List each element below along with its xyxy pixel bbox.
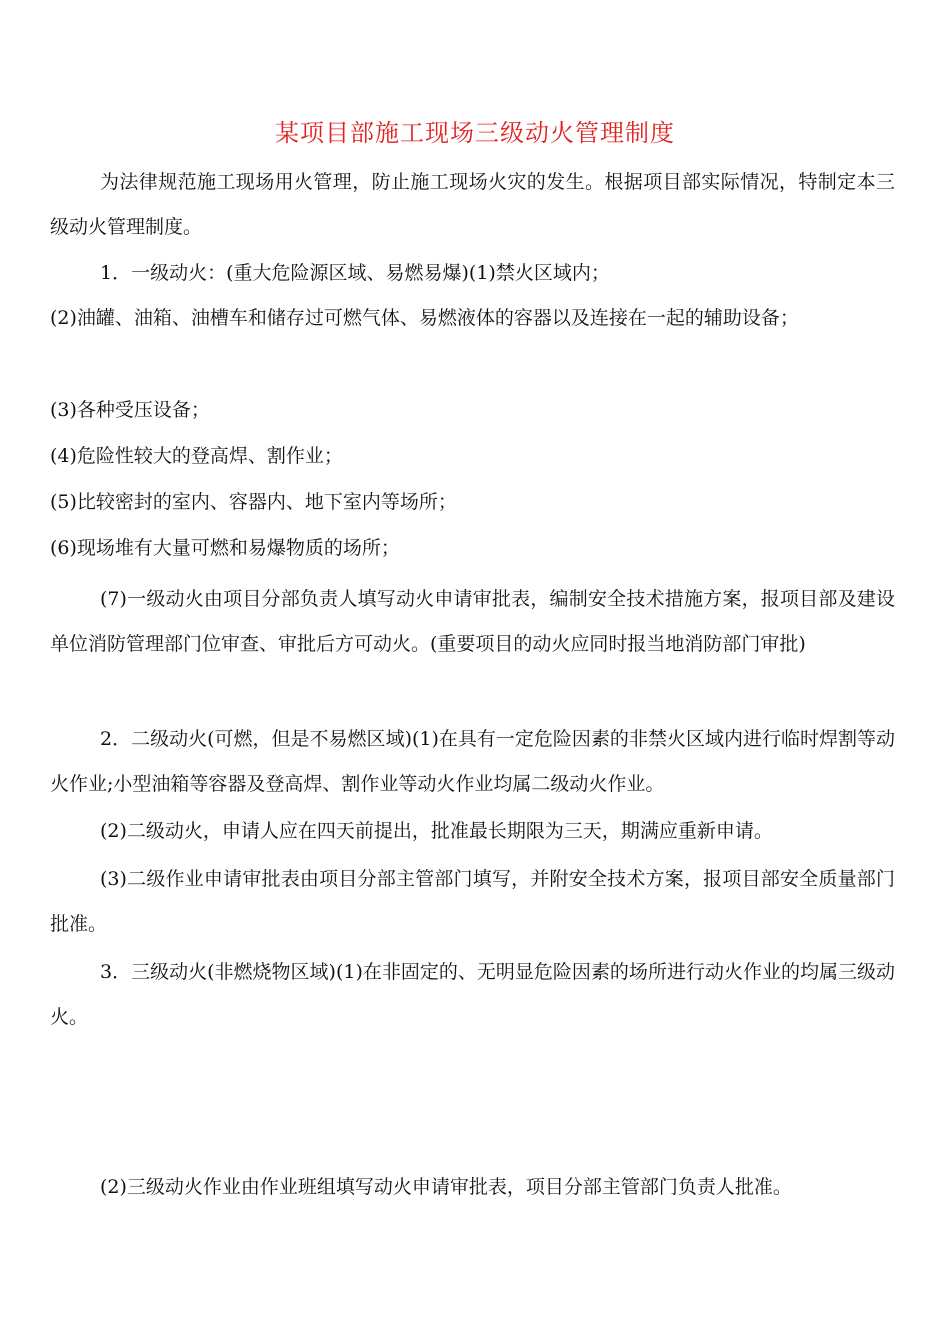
- paragraph-level1-item6: (6)现场堆有大量可燃和易爆物质的场所；: [50, 537, 400, 559]
- paragraph-level1-item3: (3)各种受压设备；: [50, 399, 210, 421]
- paragraph-level1-item7: (7)一级动火由项目分部负责人填写动火申请审批表，编制安全技术措施方案，报项目部及建设单位消防管理部门位审查、审批后方可动火。(重要项目的动火应同时报当地消防部门审批): [50, 588, 895, 655]
- paragraph-level1-heading: 1．一级动火：(重大危险源区域、易燃易爆)(1)禁火区域内；: [100, 262, 610, 284]
- paragraph-level2-item2: (2)二级动火，申请人应在四天前提出，批准最长期限为三天，期满应重新申请。: [100, 820, 773, 842]
- paragraph-level3-heading: 3．三级动火(非燃烧物区域)(1)在非固定的、无明显危险因素的场所进行动火作业的均属三级动火。: [50, 961, 895, 1028]
- paragraph-level1-item2: (2)油罐、油箱、油槽车和储存过可燃气体、易燃液体的容器以及连接在一起的辅助设备；: [50, 307, 799, 329]
- paragraph-level2-heading: 2．二级动火(可燃，但是不易燃区域)(1)在具有一定危险因素的非禁火区域内进行临时焊割等动火作业;小型油箱等容器及登高焊、割作业等动火作业均属二级动火作业。: [50, 728, 895, 795]
- paragraph-level1-item4: (4)危险性较大的登高焊、割作业；: [50, 445, 343, 467]
- paragraph-level3-item2: (2)三级动火作业由作业班组填写动火申请审批表，项目分部主管部门负责人批准。: [100, 1176, 792, 1198]
- paragraph-level1-item5: (5)比较密封的室内、容器内、地下室内等场所；: [50, 491, 457, 513]
- paragraph-intro: 为法律规范施工现场用火管理，防止施工现场火灾的发生。根据项目部实际情况，特制定本三级动火管理制度。: [50, 171, 895, 238]
- document-title: 某项目部施工现场三级动火管理制度: [275, 119, 675, 147]
- paragraph-level2-item3: (3)二级作业申请审批表由项目分部主管部门填写，并附安全技术方案，报项目部安全质量部门批准。: [50, 868, 895, 935]
